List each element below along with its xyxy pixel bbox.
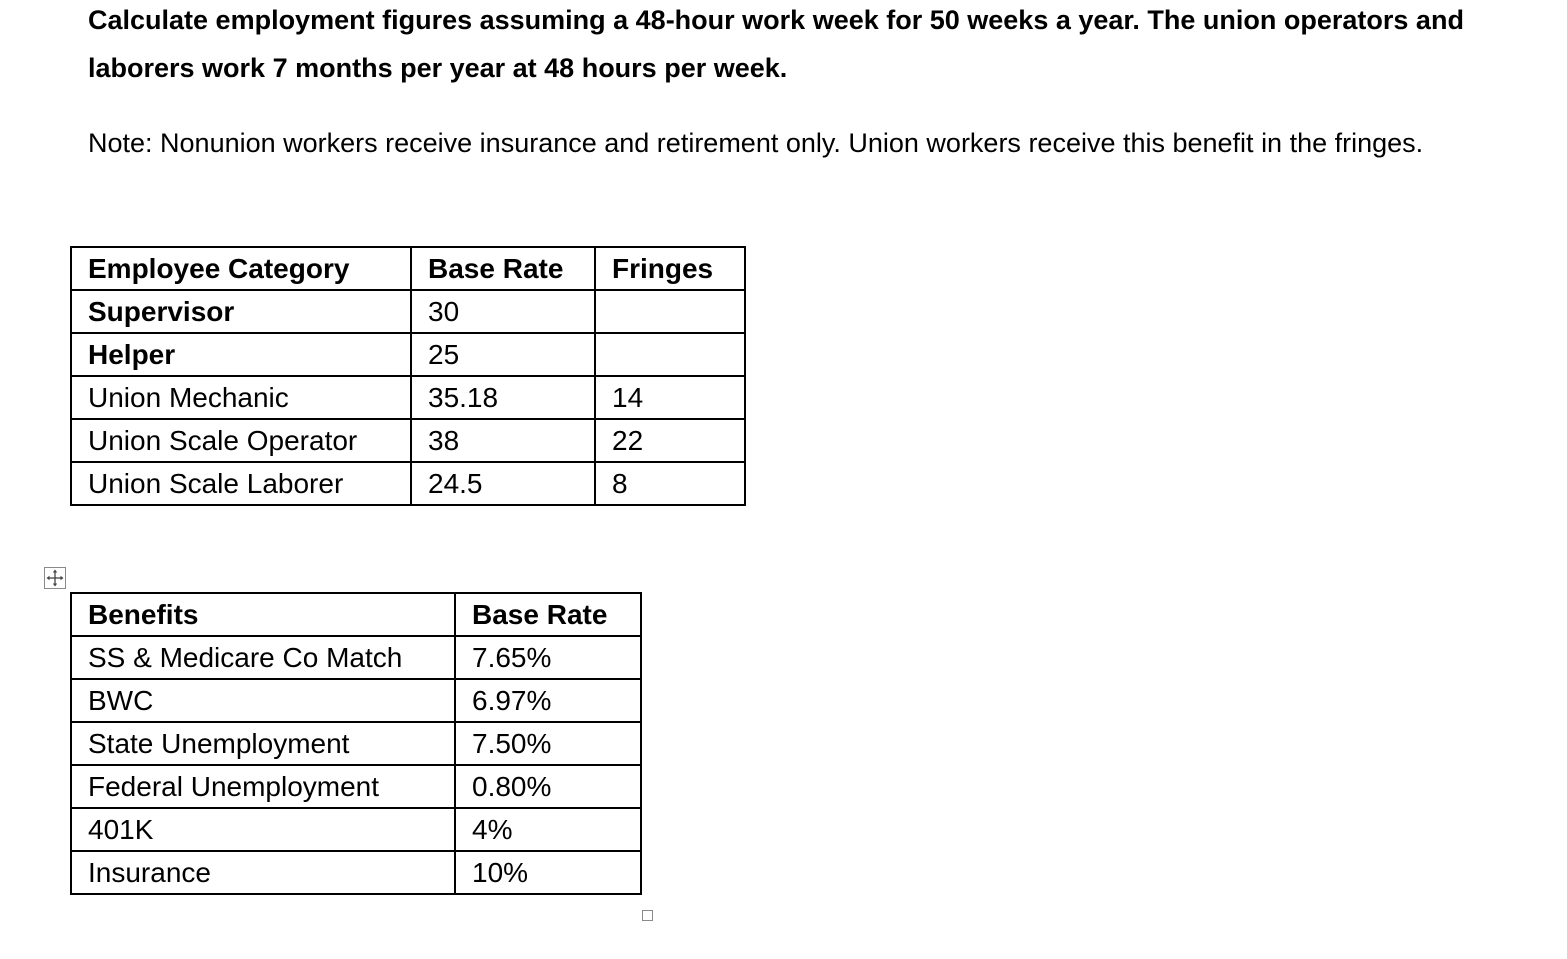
employee-category-cell[interactable]: Union Mechanic (71, 376, 411, 419)
benefits-table (70, 592, 642, 895)
benefit-name-cell[interactable]: Insurance (71, 851, 455, 894)
table-row (71, 765, 641, 808)
table-row (71, 808, 641, 851)
table-row (71, 851, 641, 894)
benefit-rate-cell[interactable]: 10% (455, 851, 641, 894)
benefit-name-cell[interactable]: SS & Medicare Co Match (71, 636, 455, 679)
benefit-rate-cell[interactable]: 7.50% (455, 722, 641, 765)
table-row (71, 376, 745, 419)
fringes-cell[interactable]: 14 (595, 376, 745, 419)
fringes-cell[interactable] (595, 333, 745, 376)
table-row (71, 419, 745, 462)
table-row (71, 636, 641, 679)
fringes-cell[interactable] (595, 290, 745, 333)
benefit-rate-cell[interactable]: 6.97% (455, 679, 641, 722)
employee-category-cell[interactable]: Supervisor (71, 290, 411, 333)
header-fringes[interactable]: Fringes (595, 247, 745, 290)
base-rate-cell[interactable]: 35.18 (411, 376, 595, 419)
benefit-name-cell[interactable]: State Unemployment (71, 722, 455, 765)
employee-category-cell[interactable]: Helper (71, 333, 411, 376)
table-row (71, 462, 745, 505)
table-row (71, 290, 745, 333)
move-arrows-icon[interactable] (44, 567, 66, 589)
benefit-name-cell[interactable]: 401K (71, 808, 455, 851)
note-text: Note: Nonunion workers receive insurance and retirement only. Union workers receive this benefit in the fringes. (88, 128, 1424, 158)
table-header-row (71, 593, 641, 636)
header-base-rate[interactable]: Base Rate (411, 247, 595, 290)
table-row (71, 722, 641, 765)
benefit-rate-cell[interactable]: 7.65% (455, 636, 641, 679)
table-row (71, 679, 641, 722)
header-benefits[interactable]: Benefits (71, 593, 455, 636)
header-base-rate[interactable]: Base Rate (455, 593, 641, 636)
header-employee-category[interactable]: Employee Category (71, 247, 411, 290)
base-rate-cell[interactable]: 30 (411, 290, 595, 333)
employee-category-cell[interactable]: Union Scale Laborer (71, 462, 411, 505)
benefit-name-cell[interactable]: Federal Unemployment (71, 765, 455, 808)
table-row (71, 333, 745, 376)
benefit-name-cell[interactable]: BWC (71, 679, 455, 722)
fringes-cell[interactable]: 8 (595, 462, 745, 505)
instructions-text: Calculate employment figures assuming a 48-hour work week for 50 weeks a year. The union operators and laborers work 7 months per year at 48 hours per week. (88, 5, 1464, 83)
resize-handle-icon[interactable] (642, 910, 653, 921)
benefit-rate-cell[interactable]: 4% (455, 808, 641, 851)
employee-category-cell[interactable]: Union Scale Operator (71, 419, 411, 462)
base-rate-cell[interactable]: 24.5 (411, 462, 595, 505)
base-rate-cell[interactable]: 38 (411, 419, 595, 462)
employee-table (70, 246, 746, 506)
table-header-row (71, 247, 745, 290)
base-rate-cell[interactable]: 25 (411, 333, 595, 376)
fringes-cell[interactable]: 22 (595, 419, 745, 462)
benefit-rate-cell[interactable]: 0.80% (455, 765, 641, 808)
